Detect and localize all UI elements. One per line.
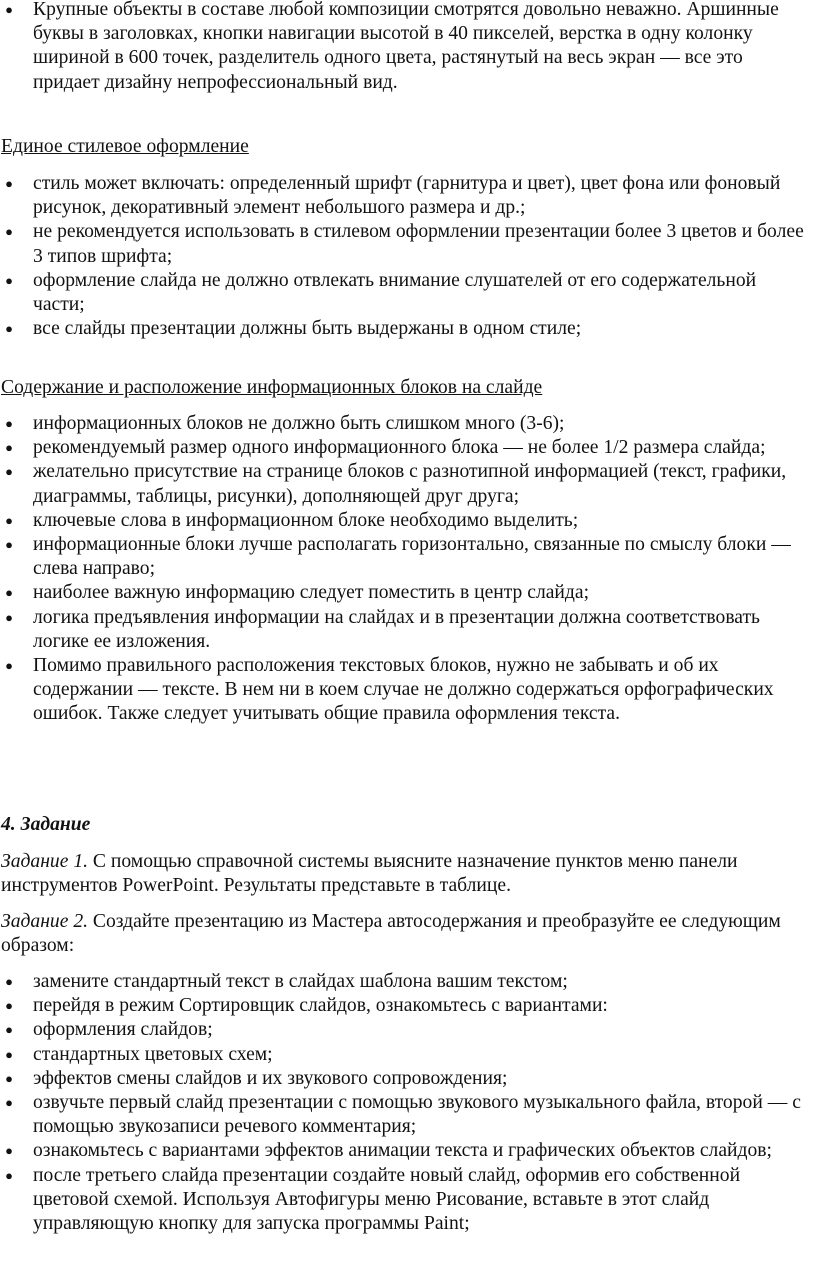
list-item-text: не рекомендуется использовать в стилевом оформлении презентации более 3 цветов и более 3 типов шрифта; bbox=[33, 221, 804, 267]
task-1-text: С помощью справочной системы выясните назначение пунктов меню панели инструментов PowerPoint. Результаты представьте в таблице. bbox=[1, 851, 738, 897]
list-item bbox=[0, 1067, 812, 1091]
list-item bbox=[0, 412, 812, 436]
section-heading-style: Единое стилевое оформление bbox=[1, 136, 249, 157]
list-item-text: рекомендуемый размер одного информационного блока — не более 1/2 размера слайда; bbox=[33, 437, 766, 459]
list-item-text: замените стандартный текст в слайдах шаблона вашим текстом; bbox=[33, 971, 568, 992]
list-item bbox=[0, 533, 812, 581]
list-item-text: перейдя в режим Сортировщик слайдов, ознакомьтесь с вариантами: bbox=[33, 995, 608, 1017]
list-item bbox=[0, 1043, 812, 1067]
bullet-icon: ● bbox=[5, 585, 13, 601]
list-item-text: все слайды презентации должны быть выдержаны в одном стиле; bbox=[33, 318, 582, 340]
bullet-icon: ● bbox=[5, 974, 13, 989]
list-item bbox=[0, 269, 812, 317]
list-item bbox=[0, 581, 812, 605]
list-item-text: оформление слайда не должно отвлекать внимание слушателей от его содержательной части; bbox=[33, 269, 757, 316]
bullet-icon: ● bbox=[5, 1046, 13, 1062]
list-item bbox=[0, 1164, 812, 1237]
task-1-label: Задание 1. bbox=[1, 851, 89, 872]
list-item-text: информационных блоков не должно быть слишком много (3-6); bbox=[33, 413, 565, 434]
list-item-text: Помимо правильного расположения текстовых блоков, нужно не забывать и об их содержании — тексте. В нем ни в коем случае не должно содержаться орфографических ошибок. Также следует учитывать общие правила оформления текста. bbox=[33, 655, 774, 725]
list-item-text: стандартных цветовых схем; bbox=[33, 1043, 273, 1065]
task-1-paragraph bbox=[1, 850, 791, 898]
list-item-text: стиль может включать: определенный шрифт (гарнитура и цвет), цвет фона или фоновый рисунок, декоративный элемент небольшого размера и др.; bbox=[33, 173, 781, 219]
bullet-icon: ● bbox=[5, 464, 13, 480]
list-item-text: желательно присутствие на странице блоков с разнотипной информацией (текст, графики, диаграммы, таблицы, рисунки), дополняющей друг друга; bbox=[33, 461, 787, 507]
section-title-task: 4. Задание bbox=[1, 814, 91, 835]
list-item bbox=[0, 1091, 812, 1139]
bullet-icon: ● bbox=[5, 416, 13, 431]
list-item bbox=[0, 654, 812, 727]
list-item-text: логика предъявления информации на слайдах и в презентации должна соответствовать логике ее изложения. bbox=[33, 606, 760, 652]
list-item-text: ключевые слова в информационном блоке необходимо выделить; bbox=[33, 509, 579, 531]
intro-list bbox=[0, 0, 812, 95]
list-item bbox=[0, 606, 812, 654]
bullet-icon: ● bbox=[5, 272, 13, 288]
list-item bbox=[0, 0, 812, 95]
list-item-text: Крупные объекты в составе любой композиции смотрятся довольно неважно. Аршинные буквы в заголовках, кнопки навигации высотой в 40 пикселей, верстка в одну колонку шириной в 600 точек, разделитель одного цвета, растянутый на весь экран — все это придает дизайну непрофессиональный вид. bbox=[33, 0, 779, 93]
list-item-text: информационные блоки лучше располагать горизонтально, связанные по смыслу блоки — слева направо; bbox=[33, 534, 791, 580]
blocks-list bbox=[0, 412, 812, 727]
bullet-icon: ● bbox=[5, 1095, 13, 1111]
bullet-icon: ● bbox=[5, 1022, 13, 1038]
list-item bbox=[0, 460, 812, 508]
bullet-icon: ● bbox=[5, 609, 13, 625]
list-item bbox=[0, 317, 812, 341]
list-item bbox=[0, 220, 812, 268]
bullet-icon: ● bbox=[5, 998, 13, 1014]
list-item-text: эффектов смены слайдов и их звукового сопровождения; bbox=[33, 1067, 508, 1089]
list-item bbox=[0, 436, 812, 460]
bullet-icon: ● bbox=[5, 658, 13, 674]
bullet-icon: ● bbox=[5, 1143, 13, 1159]
task-2-paragraph bbox=[1, 910, 791, 958]
task-2-text: Создайте презентацию из Мастера автосодержания и преобразуйте ее следующим образом: bbox=[1, 911, 781, 957]
list-item-text: наиболее важную информацию следует поместить в центр слайда; bbox=[33, 582, 590, 604]
list-item-text: оформления слайдов; bbox=[33, 1019, 213, 1041]
style-list bbox=[0, 172, 812, 341]
bullet-icon: ● bbox=[5, 1070, 13, 1086]
bullet-icon: ● bbox=[5, 224, 13, 240]
list-item bbox=[0, 172, 812, 220]
bullet-icon: ● bbox=[5, 2, 13, 17]
list-item bbox=[0, 1139, 812, 1163]
list-item-text: озвучьте первый слайд презентации с помощью звукового музыкального файла, второй — с помощью звукозаписи речевого комментария; bbox=[33, 1092, 801, 1138]
bullet-icon: ● bbox=[5, 176, 13, 191]
section-heading-blocks: Содержание и расположение информационных блоков на слайде bbox=[1, 377, 543, 398]
list-item bbox=[0, 994, 812, 1018]
bullet-icon: ● bbox=[5, 440, 13, 456]
task-2-label: Задание 2. bbox=[1, 911, 89, 932]
bullet-icon: ● bbox=[5, 321, 13, 337]
list-item bbox=[0, 970, 812, 994]
list-item bbox=[0, 509, 812, 533]
task-list bbox=[0, 970, 812, 1236]
list-item-text: после третьего слайда презентации создайте новый слайд, оформив его собственной цветовой схемой. Используя Автофигуры меню Рисование, вставьте в этот слайд управляющую кнопку для запуска программы Paint; bbox=[33, 1164, 741, 1235]
bullet-icon: ● bbox=[5, 512, 13, 528]
bullet-icon: ● bbox=[5, 537, 13, 553]
list-item bbox=[0, 1018, 812, 1042]
bullet-icon: ● bbox=[5, 1167, 13, 1183]
list-item-text: ознакомьтесь с вариантами эффектов анимации текста и графических объектов слайдов; bbox=[33, 1140, 772, 1162]
